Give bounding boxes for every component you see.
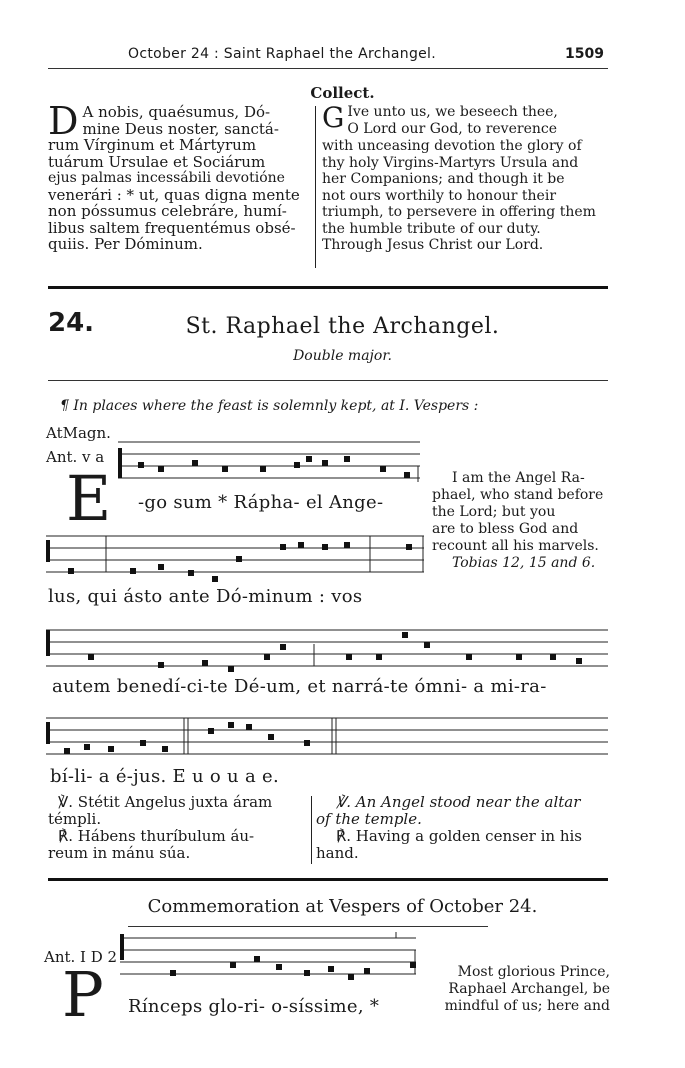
latin-line: venerári : * ut, quas digna mente	[48, 185, 300, 204]
section-rule-2	[48, 878, 608, 881]
feast-rank: Double major.	[293, 348, 392, 364]
antiphon-label-magn: AtMagn.	[46, 424, 111, 442]
commemoration-translation	[426, 964, 610, 1015]
antiphon-initial: E	[66, 462, 112, 535]
versicle-line: ℣. An Angel stood near the altar	[336, 793, 581, 811]
latin-drop-cap: D	[48, 99, 79, 143]
response-line: ℟. Hábens thuríbulum áu-	[58, 827, 255, 845]
commemoration-initial: P	[62, 958, 104, 1031]
collect-heading: Collect.	[310, 84, 375, 102]
lyric-line-1: -go sum * Rápha- el Ange-	[138, 492, 384, 513]
chant-staff-4	[46, 712, 610, 762]
chant-staff-1	[118, 434, 428, 486]
translation-line: are to bless God and	[432, 521, 579, 537]
chant-staff-5	[120, 930, 420, 984]
english-line: Ive unto us, we beseech thee,	[347, 104, 558, 120]
english-line: O Lord our God, to reverence	[347, 120, 557, 137]
translation-line: phael, who stand before	[432, 487, 604, 503]
collect-english	[322, 101, 610, 254]
latin-line: mine Deus noster, sanctá-	[82, 119, 279, 138]
translation-line: recount all his marvels.	[432, 538, 599, 554]
page-number: 1509	[565, 46, 604, 62]
latin-line: quiis. Per Dóminum.	[48, 235, 203, 253]
translation-line: the Lord; but you	[432, 504, 556, 520]
latin-line: A nobis, quaésumus, Dó-	[82, 103, 271, 121]
lyric-line-4: bí-li- a é-jus. E u o u a e.	[50, 766, 279, 787]
collect-divider	[315, 106, 316, 268]
latin-line: ejus palmas incessábili devotióne	[48, 170, 285, 186]
english-line: the humble tribute of our duty.	[322, 220, 541, 237]
rubric: ¶ In places where the feast is solemnly kept, at I. Vespers :	[60, 398, 479, 414]
english-line: thy holy Virgins-Martyrs Ursula and	[322, 154, 579, 171]
latin-line: tuárum Ursulae et Sociárum	[48, 152, 266, 171]
scripture-source: Tobias 12, 15 and 6.	[452, 555, 596, 571]
latin-line: rum Vírginum et Mártyrum	[48, 136, 257, 154]
versicle-line: ℣. Stétit Angelus juxta áram	[58, 793, 273, 811]
english-line: Through Jesus Christ our Lord.	[322, 237, 544, 253]
versicle-latin	[48, 794, 306, 862]
latin-line: libus saltem frequentémus obsé-	[48, 218, 296, 237]
commemoration-heading: Commemoration at Vespers of October 24.	[147, 896, 538, 917]
section-rule	[48, 286, 608, 289]
feast-title: St. Raphael the Archangel.	[185, 314, 500, 339]
title-rule	[48, 380, 608, 381]
english-line: her Companions; and though it be	[322, 171, 565, 187]
header-title: October 24 : Saint Raphael the Archangel.	[128, 46, 436, 62]
commemoration-lyric: Rínceps glo-ri- o-síssime, *	[128, 996, 380, 1017]
versicle-english	[316, 794, 608, 862]
english-line: not ours worthily to honour their	[322, 187, 557, 204]
commemoration-label: Ant. I D 2	[44, 948, 118, 966]
english-line: with unceasing devotion the glory of	[322, 138, 582, 154]
english-line: triumph, to persevere in offering them	[322, 204, 596, 220]
lyric-line-3: autem benedí-ci-te Dé-um, et narrá-te ómni- a mi-ra-	[52, 676, 547, 697]
versicle-line: témpli.	[48, 810, 102, 828]
lyric-line-2: lus, qui ásto ante Dó-minum : vos	[48, 586, 363, 607]
antiphon-translation	[432, 470, 610, 572]
versicle-divider	[311, 796, 312, 864]
response-line: reum in mánu súa.	[48, 844, 191, 862]
translation-line: Most glorious Prince,	[457, 964, 610, 980]
translation-line: I am the Angel Ra-	[452, 470, 585, 486]
translation-line: Raphael Archangel, be	[448, 981, 610, 997]
antiphon-label-mode: Ant. v a	[46, 448, 105, 466]
chant-staff-3	[46, 624, 610, 674]
response-line: hand.	[316, 844, 359, 862]
english-drop-cap: G	[322, 101, 345, 134]
latin-line: non póssumus celebráre, humí-	[48, 202, 287, 220]
chant-staff-2	[46, 530, 426, 584]
collect-latin	[48, 99, 310, 253]
translation-line: mindful of us; here and	[444, 998, 610, 1014]
feast-number: 24.	[48, 308, 95, 338]
running-header	[48, 46, 608, 69]
response-line: ℟. Having a golden censer in his	[336, 827, 583, 845]
versicle-line: of the temple.	[316, 810, 422, 828]
commemoration-rule	[128, 926, 488, 927]
